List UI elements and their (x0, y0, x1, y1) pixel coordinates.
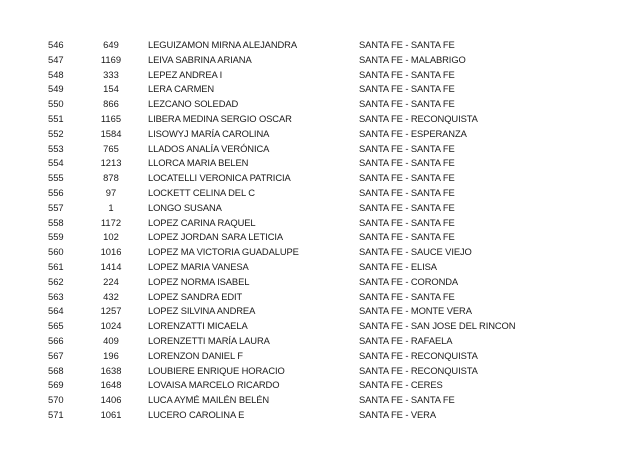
row-name: LORENZATTI MICAELA (148, 320, 248, 332)
row-code: 1169 (100, 53, 122, 65)
row-location: SANTA FE - SAN JOSE DEL RINCON (359, 320, 516, 332)
list-row (0, 245, 638, 260)
row-code: 102 (103, 231, 119, 243)
row-name: LOPEZ SANDRA EDIT (148, 290, 243, 302)
row-location: SANTA FE - SANTA FE (359, 39, 455, 50)
row-location: SANTA FE - SANTA FE (359, 68, 455, 80)
row-number: 560 (48, 246, 64, 258)
row-location: SANTA FE - CERES (359, 379, 443, 391)
row-number: 569 (48, 379, 64, 391)
row-number: 549 (48, 83, 64, 95)
list-row (0, 201, 638, 216)
row-code: 1061 (100, 408, 122, 420)
row-name: LOVAISA MARCELO RICARDO (148, 379, 280, 391)
row-location: SANTA FE - ESPERANZA (359, 127, 467, 139)
row-code: 1213 (100, 157, 122, 169)
row-location: SANTA FE - ELISA (359, 260, 437, 272)
row-code: 1165 (100, 112, 122, 124)
row-name: LLORCA MARIA BELEN (148, 157, 249, 169)
list-row (0, 290, 638, 305)
list-row (0, 393, 638, 408)
row-name: LUCERO CAROLINA E (148, 408, 245, 420)
row-code: 866 (103, 98, 119, 110)
row-name: LOPEZ JORDAN SARA LETICIA (148, 231, 284, 243)
row-code: 1648 (100, 379, 122, 391)
row-code: 1584 (100, 127, 122, 139)
row-name: LOUBIERE ENRIQUE HORACIO (148, 364, 285, 376)
row-code: 1024 (100, 320, 122, 332)
row-code: 878 (103, 172, 119, 184)
row-location: SANTA FE - SANTA FE (359, 201, 455, 213)
list-row (0, 53, 638, 68)
row-name: LLADOS ANALÍA VERÓNICA (148, 142, 270, 154)
row-name: LERA CARMEN (148, 83, 215, 95)
list-row (0, 112, 638, 127)
row-number: 568 (48, 364, 64, 376)
row-code: 333 (103, 68, 119, 80)
row-code: 765 (103, 142, 119, 154)
row-number: 551 (48, 112, 64, 124)
row-code: 196 (103, 349, 119, 361)
row-code: 224 (103, 275, 119, 287)
list-row (0, 156, 638, 171)
row-location: SANTA FE - RECONQUISTA (359, 112, 478, 124)
row-number: 548 (48, 68, 64, 80)
row-number: 566 (48, 334, 64, 346)
row-code: 1172 (100, 216, 122, 228)
row-number: 546 (48, 39, 64, 50)
row-location: SANTA FE - SANTA FE (359, 216, 455, 228)
row-name: LEPEZ ANDREA I (148, 68, 223, 80)
list-row (0, 304, 638, 319)
list-row (0, 378, 638, 393)
row-code: 1406 (100, 394, 122, 406)
row-number: 557 (48, 201, 64, 213)
row-name: LOPEZ MA VICTORIA GUADALUPE (148, 246, 299, 258)
row-location: SANTA FE - SANTA FE (359, 98, 455, 110)
row-location: SANTA FE - MALABRIGO (359, 53, 466, 65)
row-code: 97 (105, 186, 117, 198)
row-name: LOPEZ MARIA VANESA (148, 260, 249, 272)
list-row (0, 216, 638, 231)
row-name: LOCATELLI VERONICA PATRICIA (148, 172, 291, 184)
row-location: SANTA FE - SANTA FE (359, 172, 455, 184)
list-row (0, 68, 638, 83)
list-row (0, 127, 638, 142)
row-name: LUCA AYMÉ MAILÉN BELÉN (148, 394, 270, 406)
row-number: 550 (48, 98, 64, 110)
row-code: 1016 (100, 246, 122, 258)
row-name: LOPEZ NORMA ISABEL (148, 275, 250, 287)
row-number: 547 (48, 53, 64, 65)
row-name: LEIVA SABRINA ARIANA (148, 53, 252, 65)
row-location: SANTA FE - SANTA FE (359, 142, 455, 154)
row-code: 649 (103, 39, 119, 50)
row-name: LORENZETTI MARÍA LAURA (148, 334, 270, 346)
row-location: SANTA FE - SANTA FE (359, 290, 455, 302)
row-name: LONGO SUSANA (148, 201, 222, 213)
row-number: 571 (48, 408, 64, 420)
row-code: 409 (103, 334, 119, 346)
list-row (0, 171, 638, 186)
row-number: 554 (48, 157, 64, 169)
row-number: 563 (48, 290, 64, 302)
list-row (0, 230, 638, 245)
row-number: 556 (48, 186, 64, 198)
row-location: SANTA FE - RECONQUISTA (359, 349, 478, 361)
row-code: 1638 (100, 364, 122, 376)
row-number: 555 (48, 172, 64, 184)
row-location: SANTA FE - SANTA FE (359, 83, 455, 95)
row-code: 432 (103, 290, 119, 302)
row-name: LEGUIZAMON MIRNA ALEJANDRA (148, 39, 297, 50)
list-row (0, 408, 638, 423)
row-location: SANTA FE - CORONDA (359, 275, 459, 287)
row-location: SANTA FE - RAFAELA (359, 334, 453, 346)
list-row (0, 186, 638, 201)
row-code: 1414 (100, 260, 122, 272)
list-row (0, 82, 638, 97)
row-location: SANTA FE - SANTA FE (359, 394, 455, 406)
list-row (0, 334, 638, 349)
row-location: SANTA FE - SAUCE VIEJO (359, 246, 472, 258)
row-number: 559 (48, 231, 64, 243)
row-name: LOCKETT CELINA DEL C (148, 186, 255, 198)
list-row (0, 364, 638, 379)
row-number: 558 (48, 216, 64, 228)
list-row (0, 97, 638, 112)
row-code: 154 (103, 83, 119, 95)
row-name: LOPEZ SILVINA ANDREA (148, 305, 256, 317)
row-number: 567 (48, 349, 64, 361)
row-number: 553 (48, 142, 64, 154)
list-row (0, 38, 638, 53)
row-number: 564 (48, 305, 64, 317)
row-location: SANTA FE - SANTA FE (359, 231, 455, 243)
list-row (0, 349, 638, 364)
row-code: 1257 (100, 305, 122, 317)
row-name: LEZCANO SOLEDAD (148, 98, 239, 110)
row-number: 561 (48, 260, 64, 272)
list-row (0, 260, 638, 275)
row-location: SANTA FE - SANTA FE (359, 186, 455, 198)
list-row (0, 142, 638, 157)
row-number: 570 (48, 394, 64, 406)
row-location: SANTA FE - RECONQUISTA (359, 364, 478, 376)
row-number: 562 (48, 275, 64, 287)
row-number: 552 (48, 127, 64, 139)
row-code: 1 (108, 201, 114, 213)
row-location: SANTA FE - SANTA FE (359, 157, 455, 169)
row-location: SANTA FE - MONTE VERA (359, 305, 472, 317)
row-name: LOPEZ CARINA RAQUEL (148, 216, 256, 228)
row-name: LIBERA MEDINA SERGIO OSCAR (148, 112, 292, 124)
document-listing (0, 38, 638, 423)
row-location: SANTA FE - VERA (359, 408, 436, 420)
row-name: LORENZON DANIEL F (148, 349, 243, 361)
row-number: 565 (48, 320, 64, 332)
row-name: LISOWYJ MARÍA CAROLINA (148, 127, 270, 139)
list-row (0, 275, 638, 290)
list-row (0, 319, 638, 334)
